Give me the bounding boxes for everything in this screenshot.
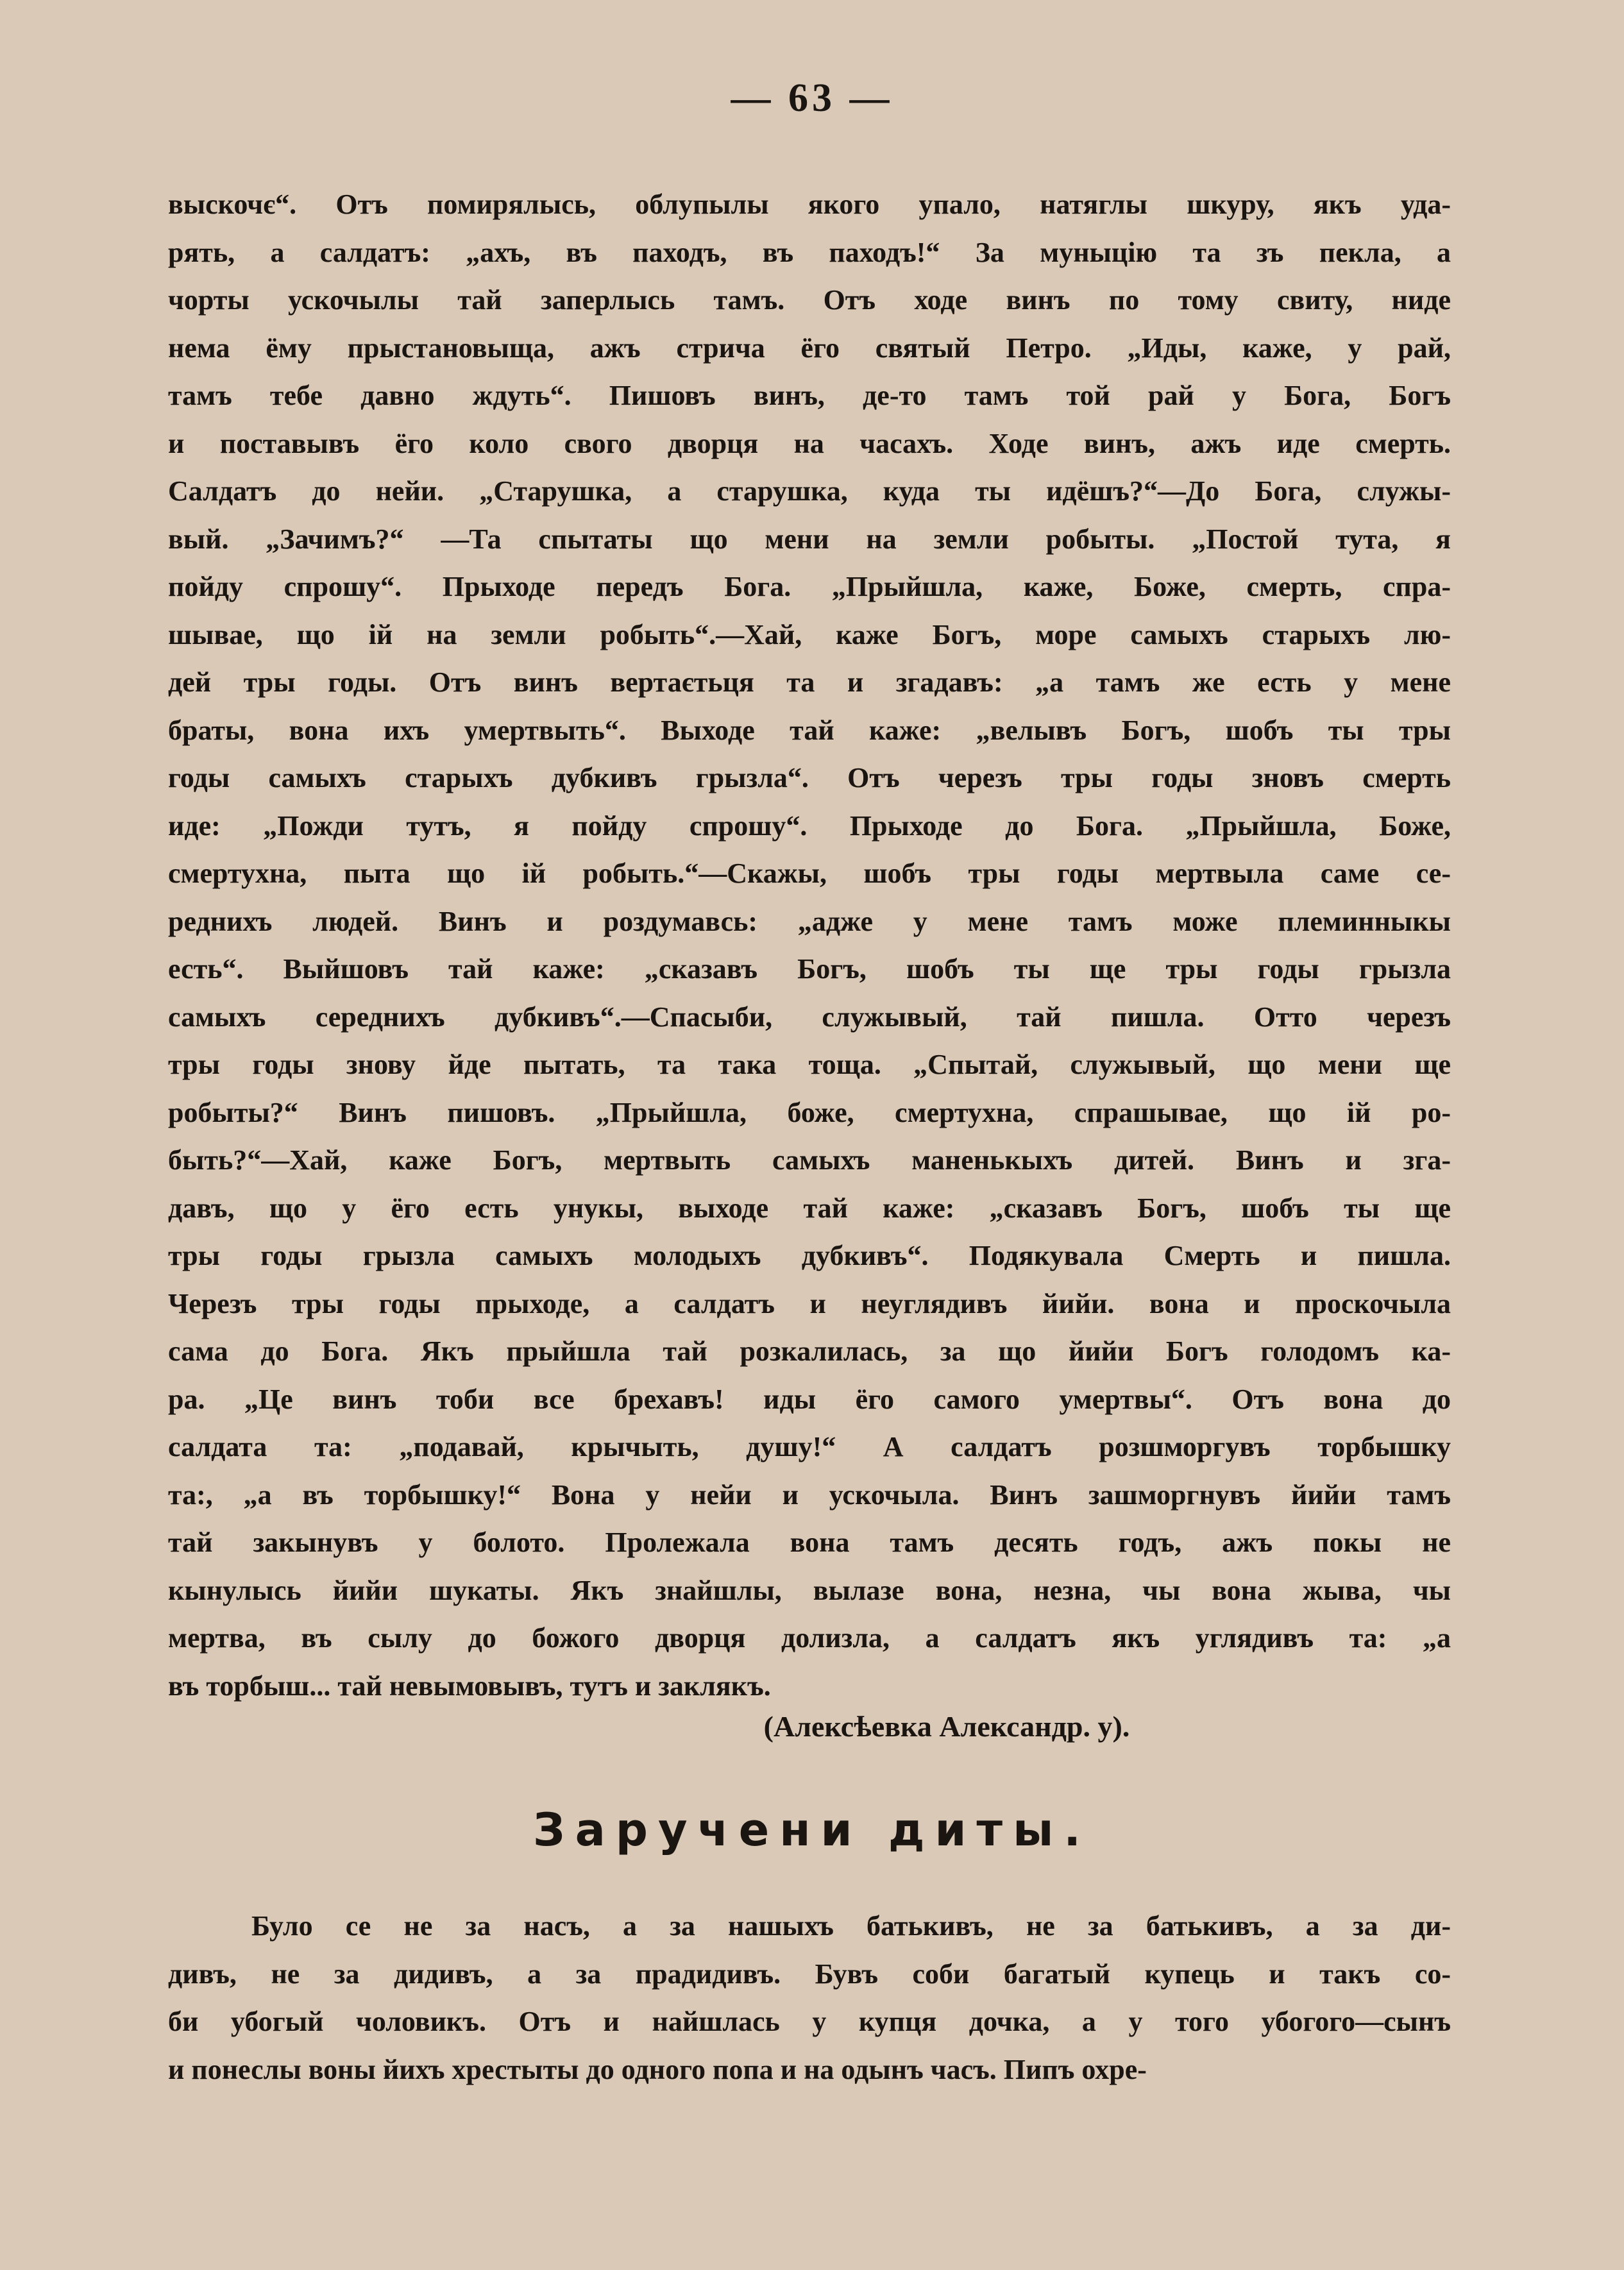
text-line: нема ёму прыстановыща, ажъ стрича ёго святый Петро. „Иды, каже, у рай, [168,332,1451,364]
story-ending-paragraph [168,181,1451,1710]
text-line: реднихъ людей. Винъ и роздумавсь: „адже у мене тамъ може племинныкы [168,905,1451,937]
story-title: Заручени диты. [532,1804,1092,1856]
text-line: пойду спрошу“. Прыходе передъ Бога. „Прыйшла, каже, Боже, смерть, спра- [168,571,1451,602]
text-line: выскочє“. Отъ помирялысь, облупылы якого упало, натяглы шкуру, якъ уда- [168,189,1451,220]
text-line: вый. „Зачимъ?“ —Та спытаты що мени на земли робыты. „Постой тута, я [168,523,1451,555]
text-line: тамъ тебе давно ждуть“. Пишовъ винъ, де-то тамъ той рай у Бога, Богъ [168,380,1451,411]
text-line: мертва, въ сылу до божого дворця долизла, а салдатъ якъ углядивъ та: „а [168,1622,1451,1654]
text-line: быть?“—Хай, каже Богъ, мертвыть самыхъ маненькыхъ дитей. Винъ и зга- [168,1144,1451,1176]
text-line: браты, вона ихъ умертвыть“. Выходе тай каже: „велывъ Богъ, шобъ ты тры [168,714,1451,746]
text-line: смертухна, пыта що ій робыть.“—Скажы, шобъ тры годы мертвыла саме се- [168,858,1451,889]
text-line: самыхъ середнихъ дубкивъ“.—Спасыби, служывый, тай пишла. Отто черезъ [168,1001,1451,1033]
text-line: Черезъ тры годы прыходе, а салдатъ и неуглядивъ йийи. вона и проскочыла [168,1287,1451,1319]
text-line: салдата та: „подавай, крычыть, душу!“ А салдатъ розшморгувъ торбышку [168,1431,1451,1462]
text-line: и поставывъ ёго коло свого дворця на часахъ. Ходе винъ, ажъ иде смерть. [168,427,1451,459]
text-line: и понеслы воны йихъ хрестыты до одного попа и на одынъ часъ. Пипъ охре- [168,2053,1147,2085]
source-attribution: (Алексѣевка Александр. у). [763,1710,1130,1743]
text-line: Салдатъ до нейи. „Старушка, а старушка, куда ты идёшъ?“—До Бога, служы- [168,475,1451,507]
text-line: би убогый чоловикъ. Отъ и найшлась у купця дочка, а у того убогого—сынъ [168,2006,1451,2037]
text-line: Було се не за насъ, а за нашыхъ батькивъ, не за батькивъ, а за ди- [251,1910,1451,1942]
text-line: рять, а салдатъ: „ахъ, въ паходъ, въ паходъ!“ За муныцію та зъ пекла, а [168,236,1451,268]
text-line: дивъ, не за дидивъ, а за прадидивъ. Бувъ соби багатый купець и такъ со- [168,1958,1451,1990]
text-line: сама до Бога. Якъ прыйшла тай розкалилась, за що йийи Богъ голодомъ ка- [168,1335,1451,1367]
text-line: въ торбыш... тай невымовывъ, тутъ и заклякъ. [168,1670,771,1702]
text-line: чорты ускочылы тай заперлысь тамъ. Отъ ходе винъ по тому свиту, ниде [168,284,1451,316]
text-line: шывае, що ій на земли робыть“.—Хай, каже Богъ, море самыхъ старыхъ лю- [168,618,1451,650]
text-line: дей тры годы. Отъ винъ вертаєтьця та и згадавъ: „а тамъ же есть у мене [168,666,1451,698]
text-line: тры годы грызла самыхъ молодыхъ дубкивъ“. Подякувала Смерть и пишла. [168,1240,1451,1271]
text-line: тай закынувъ у болото. Пролежала вона тамъ десять годъ, ажъ покы не [168,1527,1451,1558]
text-line: тры годы знову йде пытать, та така тоща. „Спытай, служывый, що мени ще [168,1049,1451,1080]
text-line: робыты?“ Винъ пишовъ. „Прыйшла, боже, смертухна, спрашывае, що ій ро- [168,1096,1451,1128]
page-number: — 63 — [731,76,893,120]
text-line: иде: „Пожди тутъ, я пойду спрошу“. Прыходе до Бога. „Прыйшла, Боже, [168,809,1451,842]
story-opening-paragraph [168,1902,1451,2094]
text-line: та:, „а въ торбышку!“ Вона у нейи и ускочыла. Винъ зашморгнувъ йийи тамъ [168,1478,1451,1511]
text-line: есть“. Выйшовъ тай каже: „сказавъ Богъ, шобъ ты ще тры годы грызла [168,953,1451,985]
text-line: годы самыхъ старыхъ дубкивъ грызла“. Отъ черезъ тры годы зновъ смерть [168,762,1451,793]
text-line: ра. „Це винъ тоби все брехавъ! иды ёго самого умертвы“. Отъ вона до [168,1383,1451,1415]
text-line: кынулысь йийи шукаты. Якъ знайшлы, вылазе вона, незна, чы вона жыва, чы [168,1574,1451,1606]
text-line: давъ, що у ёго есть унукы, выходе тай каже: „сказавъ Богъ, шобъ ты ще [168,1192,1451,1224]
